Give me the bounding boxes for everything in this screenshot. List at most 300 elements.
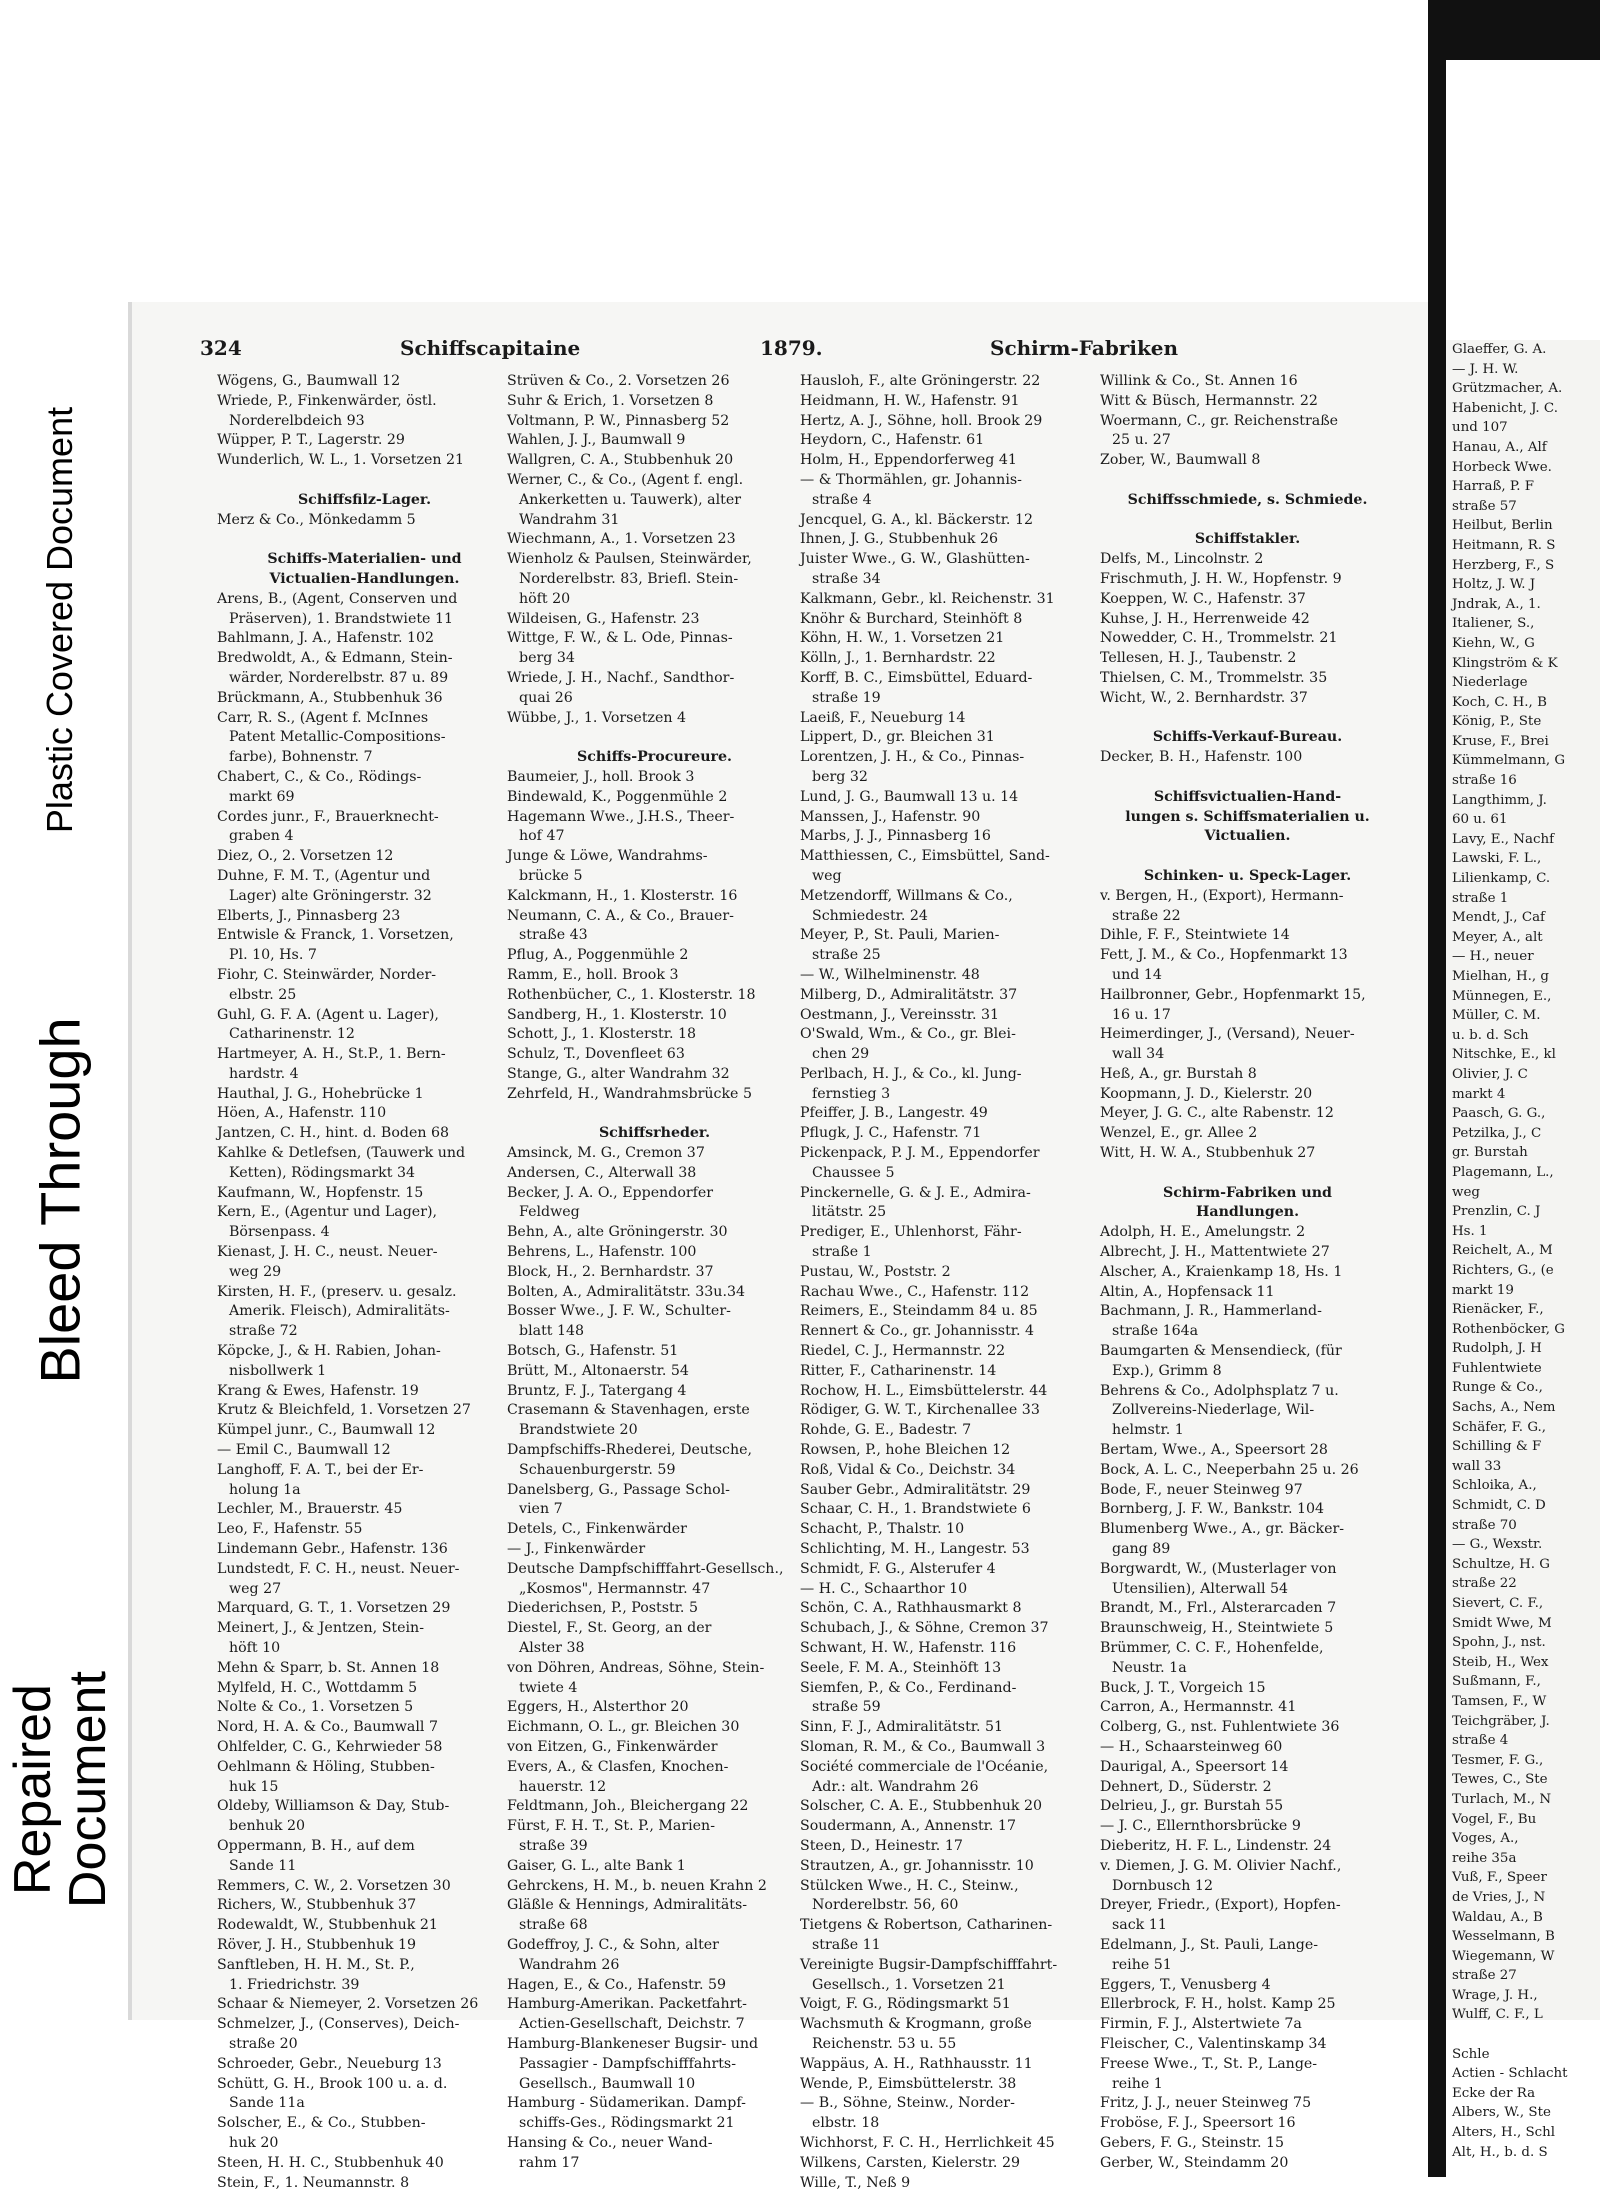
directory-line: Rödiger, G. W. T., Kirchenallee 33 [800, 1402, 1040, 1419]
directory-line [1100, 471, 1395, 491]
directory-line: Freese Wwe., T., St. P., Lange- [1100, 2055, 1318, 2072]
directory-line: Bruntz, F. J., Tatergang 4 [507, 1382, 687, 1399]
adjacent-page-line: Alters, H., Schl [1452, 2125, 1556, 2141]
directory-line: Schlichting, M. H., Langestr. 53 [800, 1541, 1030, 1558]
adjacent-page-line: straße 57 [1452, 498, 1517, 514]
directory-line: Diederichsen, P., Poststr. 5 [507, 1600, 698, 1617]
directory-line: Ramm, E., holl. Brook 3 [507, 966, 679, 983]
adjacent-page-line: Lilienkamp, C. [1452, 871, 1551, 887]
directory-line: Hamburg-Amerikan. Packetfahrt- [507, 1996, 747, 2013]
directory-line: Botsch, G., Hafenstr. 51 [507, 1343, 679, 1360]
directory-line: Exp.), Grimm 8 [1112, 1362, 1222, 1379]
adjacent-page-line: Turlach, M., N [1452, 1791, 1552, 1807]
directory-line: Sauber Gebr., Admiralitätstr. 29 [800, 1481, 1031, 1498]
directory-line: Lager) alte Gröningerstr. 32 [229, 887, 432, 904]
adjacent-page-line: Runge & Co., [1452, 1380, 1543, 1396]
adjacent-page-line: Vuß, F., Speer [1452, 1870, 1547, 1886]
directory-line: Elberts, J., Pinnasberg 23 [217, 907, 401, 924]
directory-line: nisbollwerk 1 [229, 1362, 327, 1379]
directory-line: Hansing & Co., neuer Wand- [507, 2134, 713, 2151]
directory-line: Wende, P., Eimsbüttelerstr. 38 [800, 2075, 1017, 2092]
directory-line: weg 29 [229, 1263, 282, 1280]
section-heading: Schiffs-Procureure. [577, 749, 732, 766]
directory-line: Lechler, M., Brauerstr. 45 [217, 1501, 403, 1518]
directory-line: hardstr. 4 [229, 1065, 299, 1082]
directory-line: Gaiser, G. L., alte Bank 1 [507, 1857, 686, 1874]
directory-line: Prediger, E., Uhlenhorst, Fähr- [800, 1224, 1022, 1241]
directory-line: Fiohr, C. Steinwärder, Norder- [217, 966, 437, 983]
section-heading: Schiffsvictualien-Hand- [1153, 788, 1342, 805]
directory-line: Schön, C. A., Rathhausmarkt 8 [800, 1600, 1022, 1617]
directory-line: Steen, H. H. C., Stubbenhuk 40 [217, 2154, 444, 2171]
directory-line: Alster 38 [519, 1640, 585, 1656]
adjacent-page-line: Schäfer, F. G., [1452, 1419, 1547, 1435]
directory-line: Pl. 10, Hs. 7 [229, 947, 317, 964]
directory-line: Bachmann, J. R., Hammerland- [1100, 1303, 1322, 1320]
adjacent-page-line: weg [1452, 1184, 1480, 1200]
directory-line: Ihnen, J. G., Stubbenhuk 26 [800, 531, 999, 548]
directory-line: Bock, A. L. C., Neeperbahn 25 u. 26 [1100, 1461, 1359, 1478]
directory-line: Wille, T., Neß 9 [800, 2174, 911, 2191]
section-heading: Schirm-Fabriken und [1163, 1184, 1332, 1201]
directory-line: Holm, H., Eppendorferweg 41 [800, 452, 1017, 469]
directory-line: Woermann, C., gr. Reichenstraße [1100, 412, 1339, 429]
directory-line: Stange, G., alter Wandrahm 32 [507, 1065, 730, 1082]
section-heading: Schiffstakler. [1194, 531, 1301, 548]
directory-line: Junge & Löwe, Wandrahms- [507, 848, 708, 865]
directory-line: Nord, H. A. & Co., Baumwall 7 [217, 1719, 439, 1736]
directory-line: Gebers, F. G., Steinstr. 15 [1100, 2134, 1285, 2151]
directory-line: Langhoff, F. A. T., bei der Er- [217, 1461, 424, 1478]
adjacent-page-line: Teichgräber, J. [1452, 1713, 1550, 1729]
directory-line: straße 72 [229, 1323, 298, 1340]
directory-line: Gesellsch., Baumwall 10 [519, 2075, 696, 2092]
directory-line: weg [812, 867, 842, 884]
directory-line: Brütt, M., Altonaerstr. 54 [507, 1362, 689, 1379]
directory-line: Wriede, J. H., Nachf., Sandthor- [507, 669, 735, 686]
section-heading: Victualien. [1204, 828, 1291, 845]
directory-line: Neumann, C. A., & Co., Brauer- [507, 907, 734, 924]
directory-line [1100, 847, 1395, 867]
directory-line [1100, 1164, 1395, 1184]
directory-line: benhuk 20 [229, 1818, 306, 1835]
directory-line: Bode, F., neuer Steinweg 97 [1100, 1481, 1303, 1498]
directory-line: Pustau, W., Poststr. 2 [800, 1263, 951, 1280]
directory-line: quai 26 [519, 689, 573, 706]
adjacent-page-line: Heitmann, R. S [1452, 537, 1556, 553]
directory-line: vien 7 [519, 1501, 563, 1518]
directory-line: Schaar, C. H., 1. Brandstwiete 6 [800, 1501, 1031, 1518]
directory-line: Seele, F. M. A., Steinhöft 13 [800, 1659, 1002, 1676]
directory-line: Bertam, Wwe., A., Speersort 28 [1100, 1442, 1328, 1459]
directory-line: Wüpper, P. T., Lagerstr. 29 [217, 432, 405, 449]
adjacent-page-line: Mielhan, H., g [1452, 969, 1549, 984]
section-heading: Schiffsfilz-Lager. [297, 491, 432, 508]
directory-line: Lorentzen, J. H., & Co., Pinnas- [800, 749, 1025, 766]
directory-line: Köpcke, J., & H. Rabien, Johan- [217, 1343, 441, 1360]
directory-line: hauerstr. 12 [519, 1778, 607, 1795]
directory-line: Baumeier, J., holl. Brook 3 [507, 768, 695, 785]
directory-line: Hagen, E., & Co., Hafenstr. 59 [507, 1976, 727, 1993]
directory-line: Präserven), 1. Brandstwiete 11 [229, 610, 454, 627]
section-heading: lungen s. Schiffsmaterialien u. [1125, 808, 1370, 825]
column-1 [217, 372, 512, 2191]
directory-line: Diez, O., 2. Vorsetzen 12 [217, 848, 394, 865]
adjacent-page-line: Fuhlentwiete [1452, 1360, 1542, 1376]
directory-line: straße 39 [519, 1837, 588, 1854]
directory-line: Oldeby, Williamson & Day, Stub- [217, 1798, 450, 1815]
adjacent-page-line: Vogel, F., Bu [1452, 1811, 1537, 1827]
directory-line: Reichenstr. 53 u. 55 [812, 2035, 957, 2052]
directory-line [217, 471, 512, 491]
directory-line: „Kosmos", Hermannstr. 47 [519, 1580, 711, 1597]
gutter-top-shadow [1428, 0, 1600, 60]
directory-line [1100, 709, 1395, 729]
directory-line: Schroeder, Gebr., Neueburg 13 [217, 2055, 442, 2072]
adjacent-page-line: Prenzlin, C. J [1452, 1204, 1541, 1220]
directory-line: Wahlen, J. J., Baumwall 9 [507, 432, 686, 449]
directory-line: Schmiedestr. 24 [812, 907, 928, 924]
directory-line: Meyer, J. G. C., alte Rabenstr. 12 [1100, 1105, 1334, 1122]
directory-line: Frischmuth, J. H. W., Hopfenstr. 9 [1100, 570, 1342, 587]
adjacent-page-line: Herzberg, F., S [1452, 557, 1555, 573]
directory-line: Korff, B. C., Eimsbüttel, Eduard- [800, 669, 1033, 686]
running-title-right: Schirm-Fabriken [990, 336, 1179, 360]
directory-line: Borgwardt, W., (Musterlager von [1100, 1560, 1337, 1577]
directory-line: Deutsche Dampfschifffahrt-Gesellsch., [507, 1560, 784, 1577]
directory-line: Hauthal, J. G., Hohebrücke 1 [217, 1085, 424, 1102]
directory-line: Albrecht, J. H., Mattentwiete 27 [1100, 1244, 1330, 1261]
directory-line: Jencquel, G. A., kl. Bäckerstr. 12 [800, 511, 1033, 528]
directory-line: — J. C., Ellernthorsbrücke 9 [1100, 1818, 1301, 1835]
adjacent-page-line: Hs. 1 [1452, 1223, 1488, 1239]
directory-line: Schütt, G. H., Brook 100 u. a. d. [217, 2075, 448, 2092]
directory-line: Detels, C., Finkenwärder [507, 1521, 687, 1538]
directory-line: Kalckmann, H., 1. Klosterstr. 16 [507, 887, 738, 904]
directory-line: Hailbronner, Gebr., Hopfenmarkt 15, [1100, 986, 1366, 1003]
directory-line: Ankerketten u. Tauwerk), alter [519, 491, 742, 508]
directory-line: elbstr. 18 [812, 2115, 880, 2132]
directory-line: weg 27 [229, 1580, 282, 1597]
directory-line: Sanftleben, H. H. M., St. P., [217, 1956, 415, 1973]
directory-line: Strautzen, A., gr. Johannisstr. 10 [800, 1857, 1034, 1874]
directory-line: Entwisle & Franck, 1. Vorsetzen, [217, 927, 454, 944]
column-3 [800, 372, 1095, 2191]
column-4 [1100, 372, 1395, 2171]
adjacent-page-line: Steib, H., Wex [1452, 1654, 1549, 1670]
directory-line: holung 1a [229, 1481, 301, 1498]
directory-line: — J., Finkenwärder [507, 1541, 646, 1558]
directory-line: Adolph, H. E., Amelungstr. 2 [1100, 1224, 1306, 1241]
directory-line: Daurigal, A., Speersort 14 [1100, 1758, 1289, 1775]
directory-line: v. Bergen, H., (Export), Hermann- [1100, 887, 1344, 904]
directory-line: Behn, A., alte Gröningerstr. 30 [507, 1224, 728, 1241]
directory-line: Krutz & Bleichfeld, 1. Vorsetzen 27 [217, 1402, 471, 1419]
adjacent-page-line: Olivier, J. C [1452, 1066, 1528, 1082]
directory-line: Sandberg, H., 1. Klosterstr. 10 [507, 1006, 727, 1023]
directory-line: Tellesen, H. J., Taubenstr. 2 [1100, 650, 1297, 667]
directory-line: berg 34 [519, 650, 575, 667]
directory-line: Dreyer, Friedr., (Export), Hopfen- [1100, 1897, 1341, 1914]
adjacent-page-line: Wiegemann, W [1452, 1948, 1555, 1964]
adjacent-page-line: Kiehn, W., G [1452, 635, 1535, 651]
adjacent-page-line: Tamsen, F., W [1452, 1693, 1547, 1709]
directory-line: höft 10 [229, 1640, 281, 1656]
directory-line: Wögens, G., Baumwall 12 [217, 373, 401, 389]
directory-line: Jantzen, C. H., hint. d. Boden 68 [217, 1125, 450, 1142]
directory-line: Wandrahm 31 [519, 511, 620, 528]
directory-line: Delfs, M., Lincolnstr. 2 [1100, 551, 1264, 568]
directory-line: Siemfen, P., & Co., Ferdinand- [800, 1679, 1017, 1696]
directory-line: und 14 [1112, 966, 1162, 983]
directory-line: Kienast, J. H. C., neust. Neuer- [217, 1244, 438, 1261]
directory-line: Wunderlich, W. L., 1. Vorsetzen 21 [217, 452, 465, 469]
directory-line: Röver, J. H., Stubbenhuk 19 [217, 1936, 417, 1953]
directory-line: Decker, B. H., Hafenstr. 100 [1100, 749, 1303, 766]
directory-line: Becker, J. A. O., Eppendorfer [507, 1184, 714, 1201]
year: 1879. [760, 336, 823, 360]
directory-line: Catharinenstr. 12 [229, 1026, 355, 1043]
directory-line: reihe 51 [1112, 1956, 1172, 1973]
directory-line: Utensilien), Alterwall 54 [1112, 1580, 1289, 1597]
directory-line: Hausloh, F., alte Gröningerstr. 22 [800, 373, 1041, 389]
directory-line: Fett, J. M., & Co., Hopfenmarkt 13 [1100, 947, 1348, 964]
directory-line: Manssen, J., Hafenstr. 90 [800, 808, 981, 825]
directory-line: Solscher, E., & Co., Stubben- [217, 2115, 426, 2132]
directory-line: Brandt, M., Frl., Alsterarcaden 7 [1100, 1600, 1337, 1617]
directory-line: Feldtmann, Joh., Bleichergang 22 [507, 1798, 749, 1815]
directory-line: Carr, R. S., (Agent f. McInnes [217, 709, 429, 726]
label-repaired-document [0, 1580, 120, 2000]
adjacent-page-line: Sußmann, F., [1452, 1674, 1541, 1690]
directory-line: Bahlmann, J. A., Hafenstr. 102 [217, 630, 435, 647]
directory-line: Oestmann, J., Vereinsstr. 31 [800, 1006, 1000, 1023]
section-heading: Victualien-Handlungen. [269, 570, 460, 587]
directory-line: Ketten), Rödingsmarkt 34 [229, 1164, 416, 1181]
directory-line: Schaar & Niemeyer, 2. Vorsetzen 26 [217, 1996, 479, 2013]
directory-line: Sinn, F. J., Admiralitätstr. 51 [800, 1719, 1004, 1736]
directory-line: Godeffroy, J. C., & Sohn, alter [507, 1936, 719, 1953]
adjacent-page-line: Habenicht, J. C. [1452, 400, 1558, 416]
directory-line: 25 u. 27 [1112, 432, 1171, 449]
directory-line: Gerber, W., Steindamm 20 [1100, 2154, 1289, 2171]
directory-line: Buck, J. T., Vorgeich 15 [1100, 1679, 1266, 1696]
directory-line: Pinckernelle, G. & J. E., Admira- [800, 1184, 1031, 1201]
directory-line: Sloman, R. M., & Co., Baumwall 3 [800, 1738, 1046, 1755]
adjacent-page-line: Tewes, C., Ste [1452, 1772, 1548, 1788]
adjacent-page-line [1446, 2025, 1600, 2045]
directory-line: Heimerdinger, J., (Versand), Neuer- [1100, 1026, 1355, 1043]
directory-line: Sande 11 [229, 1857, 297, 1874]
directory-line: Gläßle & Hennings, Admiralitäts- [507, 1897, 748, 1914]
section-heading: Schiffsrheder. [598, 1125, 711, 1142]
directory-line: Amerik. Fleisch), Admiralitäts- [229, 1303, 450, 1320]
adjacent-page-line: wall 33 [1452, 1458, 1502, 1474]
directory-line: Marquard, G. T., 1. Vorsetzen 29 [217, 1600, 451, 1617]
directory-line: Ellerbrock, F. H., holst. Kamp 25 [1100, 1996, 1336, 2013]
directory-line: Société commerciale de l'Océanie, [800, 1758, 1049, 1775]
directory-line: Chabert, C., & Co., Rödings- [217, 768, 422, 785]
directory-line: Gesellsch., 1. Vorsetzen 21 [812, 1976, 1006, 1993]
directory-line: Zober, W., Baumwall 8 [1100, 452, 1261, 469]
label-bleed-through [0, 940, 120, 1460]
adjacent-page-line: Voges, A., [1452, 1831, 1519, 1847]
directory-line: Actien-Gesellschaft, Deichstr. 7 [519, 2016, 745, 2033]
adjacent-page-line: Wesselmann, B [1452, 1929, 1555, 1945]
adjacent-page-line: — J. H. W. [1452, 361, 1519, 377]
directory-line: Lindemann Gebr., Hafenstr. 136 [217, 1541, 448, 1558]
directory-line: Rochow, H. L., Eimsbüttelerstr. 44 [800, 1382, 1048, 1399]
adjacent-page-line: Grützmacher, A. [1452, 381, 1563, 397]
directory-line: Lundstedt, F. C. H., neust. Neuer- [217, 1560, 460, 1577]
adjacent-page-line: Horbeck Wwe. [1452, 459, 1552, 475]
adjacent-page-line: Hanau, A., Alf [1452, 439, 1547, 455]
adjacent-page-line: König, P., Ste [1452, 714, 1542, 730]
adjacent-page-line: Harraß, P. F [1452, 479, 1535, 495]
directory-line: Behrens & Co., Adolphsplatz 7 u. [1100, 1382, 1339, 1399]
directory-line: Heydorn, C., Hafenstr. 61 [800, 432, 985, 449]
directory-line: Solscher, C. A. E., Stubbenhuk 20 [800, 1798, 1043, 1815]
directory-line: Arens, B., (Agent, Conserven und [217, 590, 458, 607]
adjacent-page-line: Langthimm, J. [1452, 792, 1547, 808]
directory-line: straße 1 [812, 1244, 872, 1261]
directory-line: Fürst, F. H. T., St. P., Marien- [507, 1818, 715, 1835]
directory-line: Schubach, J., & Söhne, Cremon 37 [800, 1620, 1049, 1637]
directory-line: Wildeisen, G., Hafenstr. 23 [507, 610, 700, 627]
adjacent-page-line: Lawski, F. L., [1452, 851, 1542, 867]
directory-line: Fleischer, C., Valentinskamp 34 [1100, 2035, 1327, 2052]
adjacent-page-line: gr. Burstah [1452, 1145, 1528, 1161]
section-heading: Schiffsschmiede, s. Schmiede. [1127, 491, 1368, 508]
adjacent-page-line: Actien - Schlacht [1452, 2066, 1568, 2082]
adjacent-page-line: reihe 35a [1452, 1850, 1517, 1866]
directory-line: rahm 17 [519, 2154, 580, 2171]
directory-line: litätstr. 25 [812, 1204, 887, 1221]
directory-line: Behrens, L., Hafenstr. 100 [507, 1244, 697, 1261]
adjacent-page-line: Wulff, C. F., L [1452, 2007, 1543, 2023]
directory-line: Wübbe, J., 1. Vorsetzen 4 [507, 709, 687, 726]
directory-line: — Emil C., Baumwall 12 [217, 1442, 391, 1459]
directory-line [507, 1104, 802, 1124]
directory-line: Soudermann, A., Annenstr. 17 [800, 1818, 1016, 1835]
directory-line: Koeppen, W. C., Hafenstr. 37 [1100, 590, 1306, 607]
directory-line: Zollvereins-Niederlage, Wil- [1112, 1402, 1315, 1419]
directory-line: Koopmann, J. D., Kielerstr. 20 [1100, 1085, 1313, 1102]
directory-line: Froböse, F. J., Speersort 16 [1100, 2115, 1296, 2132]
adjacent-page-line: Koch, C. H., B [1452, 694, 1547, 710]
directory-line: straße 22 [1112, 907, 1181, 924]
directory-line: Altin, A., Hopfensack 11 [1100, 1283, 1275, 1300]
directory-line: Schauenburgerstr. 59 [519, 1461, 676, 1478]
directory-line: Kahlke & Detlefsen, (Tauwerk und [217, 1145, 466, 1162]
directory-line: Heß, A., gr. Burstah 8 [1100, 1065, 1257, 1082]
directory-line: Bredwoldt, A., & Edmann, Stein- [217, 650, 453, 667]
adjacent-page-line: Italiener, S., [1452, 616, 1535, 632]
directory-line: Pickenpack, P. J. M., Eppendorfer [800, 1145, 1040, 1162]
directory-line: Oehlmann & Höling, Stubben- [217, 1758, 435, 1775]
adjacent-page-line: Nitschke, E., kl [1452, 1047, 1556, 1063]
adjacent-page-line: Schilling & F [1452, 1439, 1542, 1455]
directory-line: Block, H., 2. Bernhardstr. 37 [507, 1263, 714, 1280]
adjacent-page-line: Wrage, J. H., [1452, 1987, 1538, 2003]
directory-line: Wittge, F. W., & L. Ode, Pinnas- [507, 630, 733, 647]
directory-line: Witt, H. W. A., Stubbenhuk 27 [1100, 1145, 1316, 1162]
column-2 [507, 372, 802, 2171]
adjacent-page-line: — H., neuer [1452, 949, 1534, 965]
directory-line: chen 29 [812, 1046, 870, 1063]
directory-line: Kalkmann, Gebr., kl. Reichenstr. 31 [800, 590, 1055, 607]
adjacent-page-line: Waldau, A., B [1452, 1909, 1543, 1925]
directory-line: Wicht, W., 2. Bernhardstr. 37 [1100, 689, 1308, 706]
directory-line: Juister Wwe., G. W., Glashütten- [800, 551, 1030, 568]
adjacent-page-line: Schloika, A., [1452, 1478, 1537, 1494]
directory-line: höft 20 [519, 590, 571, 607]
directory-line: Fritz, J. J., neuer Steinweg 75 [1100, 2095, 1312, 2112]
directory-line: Eggers, H., Alsterthor 20 [507, 1699, 689, 1716]
directory-line: gang 89 [1112, 1541, 1171, 1558]
directory-line: Laeiß, F., Neueburg 14 [800, 709, 966, 726]
directory-line: Krang & Ewes, Hafenstr. 19 [217, 1382, 419, 1399]
directory-line: Tietgens & Robertson, Catharinen- [800, 1917, 1053, 1934]
adjacent-page-line: u. b. d. Sch [1452, 1027, 1529, 1043]
directory-line: — B., Söhne, Steinw., Norder- [800, 2095, 1015, 2112]
directory-line: Eichmann, O. L., gr. Bleichen 30 [507, 1719, 740, 1736]
directory-line: Neustr. 1a [1112, 1659, 1187, 1676]
adjacent-page-line: Smidt Wwe, M [1452, 1615, 1552, 1631]
directory-line: Pflug, A., Poggenmühle 2 [507, 947, 689, 964]
directory-line: Willink & Co., St. Annen 16 [1100, 373, 1298, 389]
directory-line: Schulz, T., Dovenfleet 63 [507, 1046, 685, 1063]
directory-line: Roß, Vidal & Co., Deichstr. 34 [800, 1461, 1016, 1478]
directory-line: Hagemann Wwe., J.H.S., Theer- [507, 808, 735, 825]
directory-line: Wallgren, C. A., Stubbenhuk 20 [507, 452, 734, 469]
section-heading: Schiffs-Materialien- und [267, 551, 462, 568]
directory-line: Kern, E., (Agentur und Lager), [217, 1204, 438, 1221]
directory-line: Adr.: alt. Wandrahm 26 [812, 1778, 979, 1795]
directory-line: Lund, J. G., Baumwall 13 u. 14 [800, 788, 1019, 805]
directory-line: Marbs, J. J., Pinnasberg 16 [800, 828, 991, 845]
directory-line: Wilkens, Carsten, Kielerstr. 29 [800, 2154, 1020, 2171]
adjacent-page-line: markt 19 [1452, 1282, 1514, 1298]
directory-line: Wandrahm 26 [519, 1956, 620, 1973]
adjacent-page-line: Jndrak, A., 1. [1452, 596, 1541, 612]
directory-line: Baumgarten & Mensendieck, (für [1100, 1343, 1342, 1360]
directory-line: Amsinck, M. G., Cremon 37 [507, 1145, 705, 1162]
directory-line: Rachau Wwe., C., Hafenstr. 112 [800, 1283, 1030, 1300]
directory-line: Köhn, H. W., 1. Vorsetzen 21 [800, 630, 1005, 647]
adjacent-page-line: Rothenböcker, G [1452, 1321, 1566, 1337]
directory-line [217, 530, 512, 550]
label-plastic-covered [0, 340, 120, 900]
directory-line: Metzendorff, Willmans & Co., [800, 887, 1013, 904]
directory-line: Rowsen, P., hohe Bleichen 12 [800, 1442, 1011, 1459]
directory-line: Andersen, C., Alterwall 38 [507, 1164, 697, 1181]
adjacent-page-line: straße 22 [1452, 1576, 1517, 1592]
label-plastic-text: Plastic Covered Document [39, 406, 80, 834]
adjacent-page-line: Plagemann, L., [1452, 1164, 1554, 1180]
directory-line: Wiechmann, A., 1. Vorsetzen 23 [507, 531, 736, 548]
directory-line: Suhr & Erich, 1. Vorsetzen 8 [507, 392, 714, 409]
directory-line: Blumenberg Wwe., A., gr. Bäcker- [1100, 1521, 1345, 1538]
directory-line: Braunschweig, H., Steintwiete 5 [1100, 1620, 1334, 1637]
directory-line: O'Swald, Wm., & Co., gr. Blei- [800, 1026, 1016, 1043]
adjacent-page-line: Müller, C. M. [1452, 1008, 1541, 1024]
directory-line: straße 19 [812, 689, 881, 706]
directory-line: Kölln, J., 1. Bernhardstr. 22 [800, 650, 996, 667]
directory-line: hof 47 [519, 828, 565, 845]
adjacent-page-line: — G., Wexstr. [1452, 1537, 1543, 1553]
directory-line: Nolte & Co., 1. Vorsetzen 5 [217, 1699, 414, 1716]
